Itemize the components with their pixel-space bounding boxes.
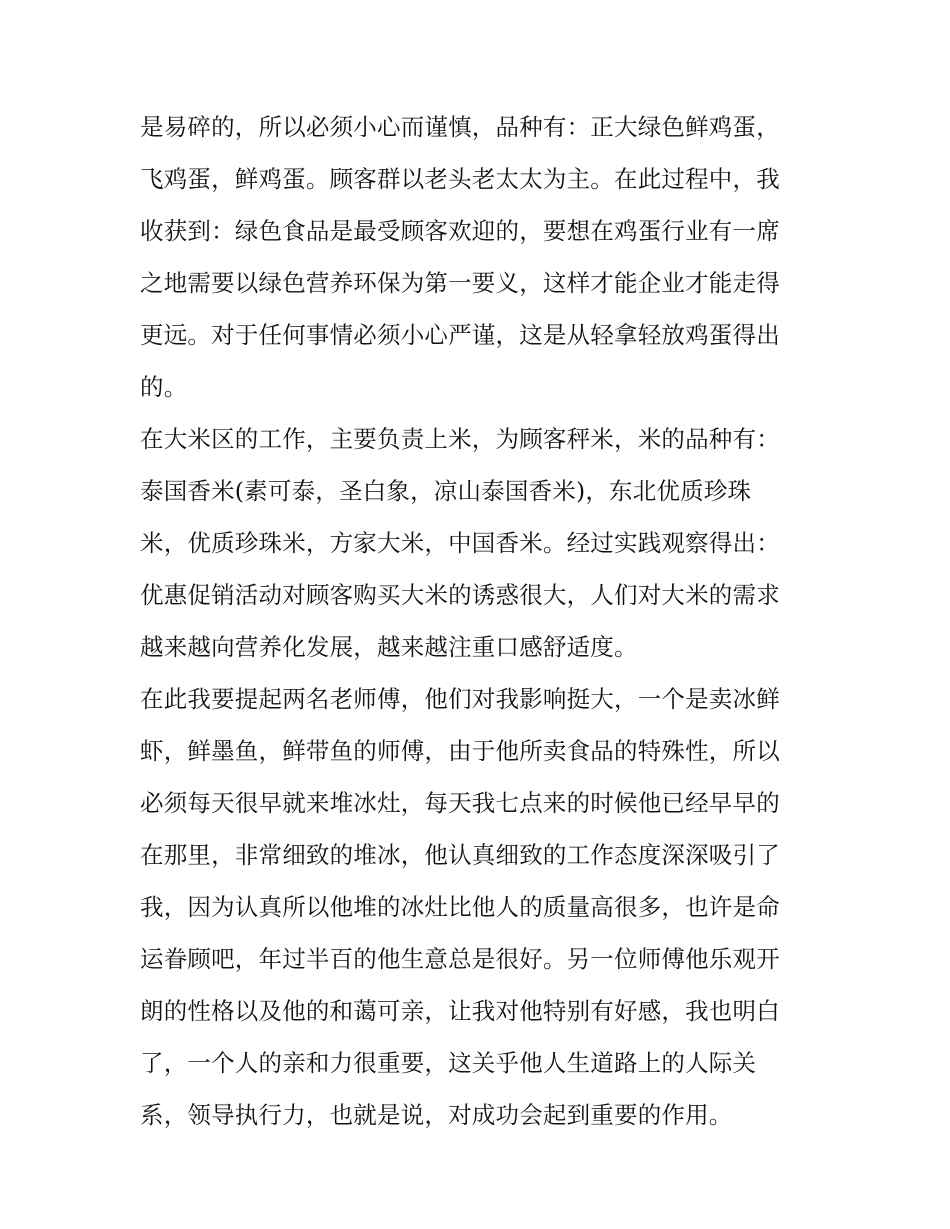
text-line: 在那里，非常细致的堆冰，他认真细致的工作态度深深吸引了 [140,841,780,869]
text-line: 优惠促销活动对顾客购买大米的诱惑很大，人们对大米的需求 [140,581,780,609]
text-line: 在此我要提起两名老师傅，他们对我影响挺大，一个是卖冰鲜 [140,685,780,713]
text-line: 泰国香米(素可泰，圣白象，凉山泰国香米)，东北优质珍珠 [140,477,752,505]
text-line: 虾，鲜墨鱼，鲜带鱼的师傅，由于他所卖食品的特殊性，所以 [140,737,780,765]
text-line: 收获到：绿色食品是最受顾客欢迎的，要想在鸡蛋行业有一席 [140,217,780,245]
text-line: 了，一个人的亲和力很重要，这关乎他人生道路上的人际关 [140,1049,757,1077]
paragraph-masters [140,673,820,1141]
text-line: 运眷顾吧，年过半百的他生意总是很好。另一位师傅他乐观开 [140,945,780,973]
text-line: 是易碎的，所以必须小心而谨慎，品种有：正大绿色鲜鸡蛋， [140,113,780,141]
text-line: 朗的性格以及他的和蔼可亲，让我对他特别有好感，我也明白 [140,997,780,1025]
text-line: 更远。对于任何事情必须小心严谨，这是从轻拿轻放鸡蛋得出 [140,321,780,349]
text-line: 越来越向营养化发展，越来越注重口感舒适度。 [140,633,638,661]
text-line: 的。 [140,373,188,401]
text-line: 飞鸡蛋，鲜鸡蛋。顾客群以老头老太太为主。在此过程中，我 [140,165,780,193]
paragraph-eggs [140,101,820,413]
text-line: 之地需要以绿色营养环保为第一要义，这样才能企业才能走得 [140,269,780,297]
paragraph-rice [140,413,820,673]
text-line: 我，因为认真所以他堆的冰灶比他人的质量高很多，也许是命 [140,893,780,921]
text-line: 必须每天很早就来堆冰灶，每天我七点来的时候他已经早早的 [140,789,780,817]
text-line: 在大米区的工作，主要负责上米，为顾客秤米，米的品种有： [140,425,780,453]
document-text [140,101,820,1141]
text-line: 米，优质珍珠米，方家大米，中国香米。经过实践观察得出： [140,529,780,557]
text-line: 系，领导执行力，也就是说，对成功会起到重要的作用。 [140,1101,733,1129]
